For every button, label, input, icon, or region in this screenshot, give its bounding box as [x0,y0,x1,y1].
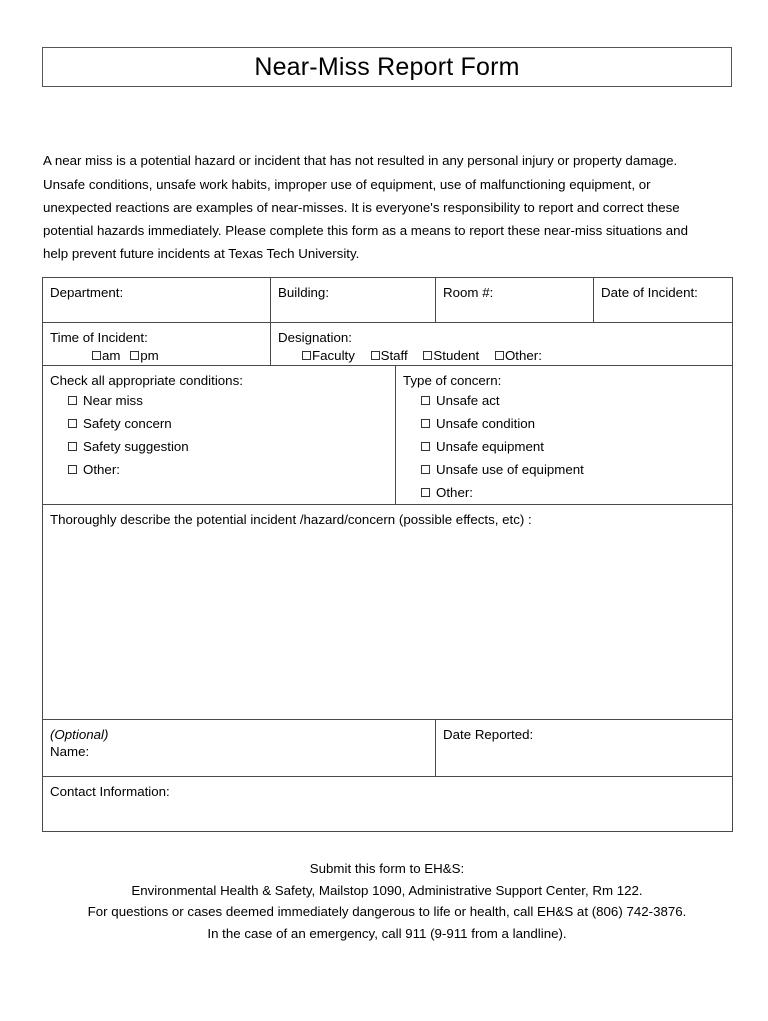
name-label: Name: [50,744,90,759]
checkbox-icon[interactable] [371,351,380,360]
checkbox-icon[interactable] [68,419,77,428]
checkbox-concern-unsafe-equipment[interactable] [421,435,732,458]
checkbox-icon[interactable] [421,488,430,497]
checkbox-designation-student[interactable] [423,347,479,364]
designation-options-group [302,347,732,364]
concern-checkbox-list [403,389,732,504]
cell-building[interactable] [271,278,436,323]
cell-time-of-incident[interactable] [43,323,271,366]
footer-line-phone: For questions or cases deemed immediately dangerous to life or health, call EH&S at (806) 742-3876. [87,904,687,919]
checkbox-label: Safety suggestion [83,439,189,454]
checkbox-label: Unsafe equipment [436,439,544,454]
table-row-reporter [43,720,733,777]
footer-line-submit: Submit this form to EH&S: [309,861,465,876]
checkbox-label: Other: [83,462,120,477]
cell-room-number[interactable] [436,278,594,323]
checkbox-condition-near-miss[interactable] [68,389,395,412]
checkbox-icon[interactable] [302,351,311,360]
ampm-group [92,347,270,364]
checkbox-label: Other: [504,348,542,363]
checkbox-label: Near miss [83,393,143,408]
building-label: Building: [278,285,330,300]
cell-conditions [43,366,396,505]
checkbox-label: Other: [436,485,473,500]
designation-label: Designation: [278,330,352,345]
checkbox-icon[interactable] [92,351,101,360]
checkbox-am-label: am [102,348,121,363]
date-of-incident-label: Date of Incident: [601,285,698,300]
checkbox-icon[interactable] [130,351,139,360]
room-number-label: Room #: [443,285,494,300]
intro-paragraph: A near miss is a potential hazard or incident that has not resulted in any personal injury or property damage. Unsafe conditions, unsafe work habits, improper use of equipment, use of malfunctioning equipment, or unexpected reactions are examples of near-misses. It is everyone's responsibility to report and correct these potential hazards immediately. Please complete this form as a means to report these near-miss situations and help prevent future incidents at Texas Tech University. [43,153,688,262]
date-reported-label: Date Reported: [443,727,534,742]
checkbox-condition-other[interactable] [68,458,395,481]
optional-label: (Optional) [50,727,109,742]
table-row-contact [43,777,733,832]
checkbox-label: Unsafe act [436,393,500,408]
checkbox-label: Faculty [312,348,355,363]
department-label: Department: [50,285,124,300]
checkbox-pm-label: pm [140,348,159,363]
checkbox-designation-other[interactable] [495,347,542,364]
checkbox-label: Student [433,348,480,363]
cell-designation[interactable] [271,323,733,366]
checkbox-icon[interactable] [68,465,77,474]
checkbox-icon[interactable] [421,419,430,428]
checkbox-label: Unsafe condition [436,416,536,431]
time-of-incident-label: Time of Incident: [50,330,148,345]
table-row-conditions [43,366,733,505]
checkbox-pm[interactable] [130,347,158,364]
checkbox-concern-other[interactable] [421,481,732,504]
near-miss-form-table [42,277,733,832]
checkbox-designation-staff[interactable] [371,347,408,364]
checkbox-icon[interactable] [495,351,504,360]
form-title-box [42,47,732,87]
checkbox-icon[interactable] [421,442,430,451]
cell-type-of-concern [396,366,733,505]
checkbox-label: Safety concern [83,416,172,431]
table-row-description [43,505,733,720]
checkbox-icon[interactable] [421,465,430,474]
description-prompt: Thoroughly describe the potential incident /hazard/concern (possible effects, etc) : [50,512,532,527]
footer-line-address: Environmental Health & Safety, Mailstop 1090, Administrative Support Center, Rm 122. [131,882,643,898]
checkbox-icon[interactable] [68,396,77,405]
checkbox-label: Staff [380,348,408,363]
concern-heading: Type of concern: [403,373,502,388]
checkbox-icon[interactable] [421,396,430,405]
footer-line-emergency: In the case of an emergency, call 911 (9-911 from a landline). [207,925,567,941]
cell-contact-information[interactable] [43,777,733,832]
conditions-heading: Check all appropriate conditions: [50,373,243,388]
cell-date-of-incident[interactable] [594,278,733,323]
table-row-time-designation [43,323,733,366]
footer-block [42,858,732,944]
page-title: Near-Miss Report Form [254,52,520,81]
checkbox-am[interactable] [92,347,120,364]
checkbox-concern-unsafe-use-of-equipment[interactable] [421,458,732,481]
cell-date-reported[interactable] [436,720,733,777]
checkbox-condition-safety-concern[interactable] [68,412,395,435]
checkbox-designation-faculty[interactable] [302,347,355,364]
checkbox-condition-safety-suggestion[interactable] [68,435,395,458]
table-row-location [43,278,733,323]
cell-reporter-name[interactable] [43,720,436,777]
checkbox-concern-unsafe-condition[interactable] [421,412,732,435]
checkbox-concern-unsafe-act[interactable] [421,389,732,412]
cell-description[interactable] [43,505,733,720]
checkbox-label: Unsafe use of equipment [436,462,584,477]
contact-information-label: Contact Information: [50,784,170,799]
checkbox-icon[interactable] [68,442,77,451]
cell-department[interactable] [43,278,271,323]
conditions-checkbox-list [50,389,395,481]
checkbox-icon[interactable] [423,351,432,360]
